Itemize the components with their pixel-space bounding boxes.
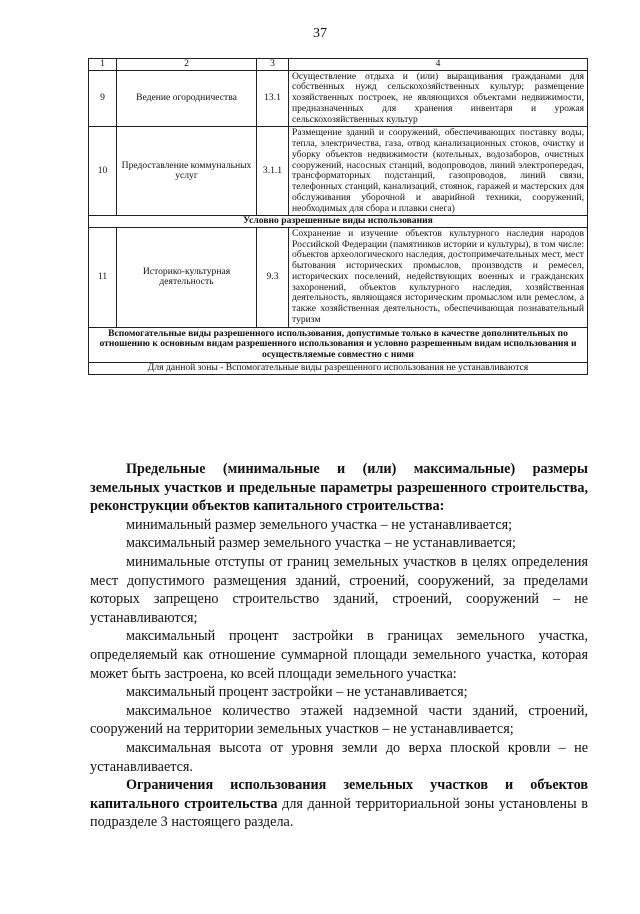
section-auxiliary-heading: Вспомогательные виды разрешенного использования, допустимые только в качестве дополнительных по отношению к основным видам разрешенного использования и условно разрешенным видам использования и осуществляемые совместно с ними — [89, 327, 588, 362]
parameter-item: максимальное количество этажей надземной части зданий, строений, сооружений на территории земельных участков – не устанавливается; — [90, 702, 588, 738]
table-row — [89, 127, 588, 216]
parameter-item: максимальный процент застройки в границах земельного участка, определяемый как отношение суммарной площади земельного участка, которая может быть застроена, ко всей площади земельного участка: — [90, 628, 588, 682]
restrictions-bold-text: Ограничения использования земельных участков и объектов капитального строительства — [90, 777, 588, 812]
use-type-code: 9.3 — [257, 228, 289, 328]
parameter-item: максимальный процент застройки – не устанавливается; — [126, 684, 468, 701]
parameter-item: максимальный размер земельного участка – не устанавливается; — [126, 535, 516, 552]
section-conditional-heading: Условно разрешенные виды использования — [89, 216, 588, 228]
restrictions-paragraph — [90, 776, 588, 832]
table-row — [89, 70, 588, 127]
parameter-item: минимальный размер земельного участка – не устанавливается; — [126, 516, 513, 533]
section-heading-row — [89, 216, 588, 228]
header-col-3: 3 — [257, 59, 289, 71]
header-col-1: 1 — [89, 59, 117, 71]
parameter-item: минимальные отступы от границ земельных участков в целях определения мест допустимого размещения зданий, строений, сооружений, за пределами которых запрещено строительство зданий, строений, сооружений – не устанавливаются; — [90, 553, 588, 626]
use-type-description: Размещение зданий и сооружений, обеспечивающих поставку воды, тепла, электричества, газа, отвод канализационных стоков, очистку и уборку объектов недвижимости (котельных, водозаборов, очистных сооружений, насосных станций, водопроводов, линий электропередач, трансформаторных подстанций, газопроводов, линий связи, телефонных станций, канализаций, стоянок, гаражей и мастерских для обслуживания уборочной и аварийной техники, сооружений, необходимых для сбора и плавки снега) — [289, 127, 588, 216]
table-row — [89, 228, 588, 328]
use-type-name: Предоставление коммунальных услуг — [117, 127, 257, 216]
use-type-name: Ведение огородничества — [117, 70, 257, 127]
use-type-code: 3.1.1 — [257, 127, 289, 216]
parameters-heading: Предельные (минимальные и (или) максимальные) размеры земельных участков и предельные параметры разрешенного строительства, реконструкции объектов капитального строительства: — [90, 461, 588, 515]
restrictions-rest-text: для данной территориальной зоны установлены в подразделе 3 настоящего раздела. — [90, 795, 588, 831]
parameter-item: максимальная высота от уровня земли до верха плоской кровли – не устанавливается. — [90, 739, 588, 775]
use-type-name: Историко-культурная деятельность — [117, 228, 257, 328]
row-number: 11 — [89, 228, 117, 328]
use-type-code: 13.1 — [257, 70, 289, 127]
table-header-row — [89, 59, 588, 71]
auxiliary-note: Для данной зоны - Вспомогательные виды разрешенного использования не устанавливаются — [89, 362, 588, 374]
use-type-description: Сохранение и изучение объектов культурного наследия народов Российской Федерации (памятников истории и культуры), в том числе: объектов археологического наследия, достопримечательных мест, мест бытования исторических промыслов, производств и ремесел, исторических поселений, недействующих военных и гражданских захоронений, объектов культурного наследия, хозяйственная деятельность, являющаяся историческим промыслом или ремеслом, а также хозяйственная деятельность, обеспечивающая познавательный туризм — [289, 228, 588, 328]
row-number: 9 — [89, 70, 117, 127]
row-number: 10 — [89, 127, 117, 216]
parameters-section — [90, 460, 588, 832]
use-type-description: Осуществление отдыха и (или) выращивания гражданами для собственных нужд сельскохозяйственных культур; размещение хозяйственных построек, не являющихся объектами недвижимости, предназначенных для хранения инвентаря и урожая сельскохозяйственных культур — [289, 70, 588, 127]
header-col-4: 4 — [289, 59, 588, 71]
land-use-table — [88, 58, 588, 375]
page-number: 37 — [313, 26, 327, 41]
section-heading-row — [89, 327, 588, 362]
header-col-2: 2 — [117, 59, 257, 71]
note-row — [89, 362, 588, 374]
